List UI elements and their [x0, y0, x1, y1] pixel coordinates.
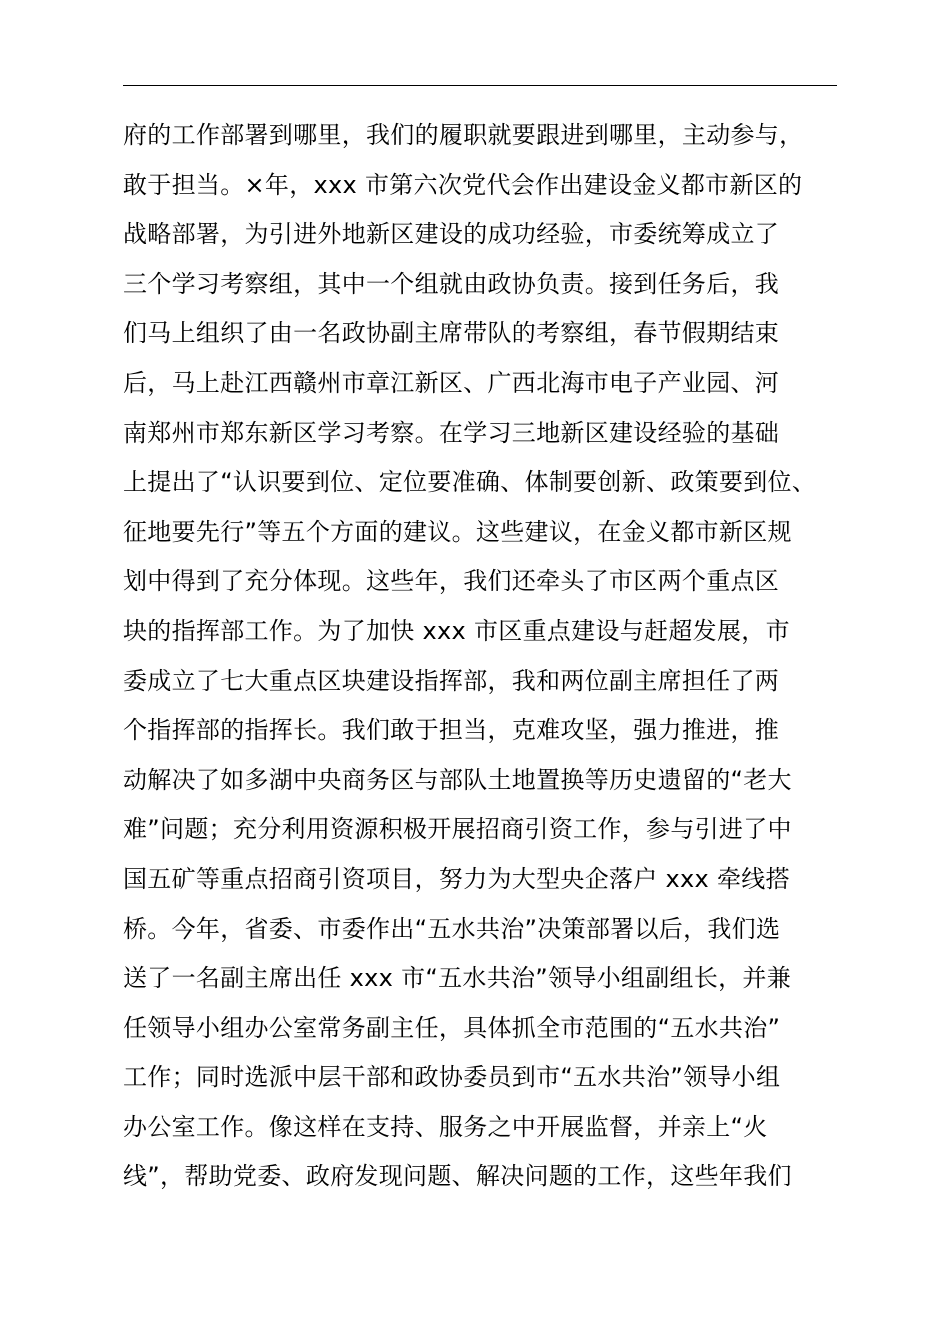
text-line: 动解决了如多湖中央商务区与部队土地置换等历史遗留的“老大 [123, 765, 792, 794]
text-line: 委成立了七大重点区块建设指挥部，我和两位副主席担任了两 [123, 666, 780, 695]
text-line: 块的指挥部工作。为了加快 xxx 市区重点建设与赶超发展，市 [123, 616, 790, 645]
text-line: 国五矿等重点招商引资项目，努力为大型央企落户 xxx 牵线搭 [123, 864, 790, 893]
text-line: 工作；同时选派中层干部和政协委员到市“五水共治”领导小组 [123, 1063, 781, 1092]
text-line: 划中得到了充分体现。这些年，我们还牵头了市区两个重点区 [123, 567, 780, 596]
text-line: 南郑州市郑东新区学习考察。在学习三地新区建设经验的基础 [123, 418, 780, 447]
header-rule [123, 85, 837, 86]
text-line: 桥。今年，省委、市委作出“五水共治”决策部署以后，我们选 [123, 914, 781, 943]
text-line: 府的工作部署到哪里，我们的履职就要跟进到哪里，主动参与， [123, 121, 804, 149]
text-line: 后，马上赴江西赣州市章江新区、广西北海市电子产业园、河 [123, 368, 780, 397]
text-line: 上提出了“认识要到位、定位要准确、体制要创新、政策要到位、 [123, 468, 817, 497]
text-line: 个指挥部的指挥长。我们敢于担当，克难攻坚，强力推进，推 [123, 716, 780, 745]
text-line: 办公室工作。像这样在支持、服务之中开展监督，并亲上“火 [123, 1112, 768, 1141]
text-line: 战略部署，为引进外地新区建设的成功经验，市委统筹成立了 [123, 220, 780, 249]
text-line: 线”，帮助党委、政府发现问题、解决问题的工作，这些年我们 [123, 1162, 792, 1191]
text-line: 敢于担当。×年，xxx 市第六次党代会作出建设金义都市新区的 [123, 170, 803, 199]
text-line: 任领导小组办公室常务副主任，具体抓全市范围的“五水共治” [123, 1013, 781, 1042]
text-line: 征地要先行”等五个方面的建议。这些建议，在金义都市新区规 [123, 517, 792, 546]
text-line: 三个学习考察组，其中一个组就由政协负责。接到任务后，我 [123, 269, 780, 298]
text-line: 难”问题；充分利用资源积极开展招商引资工作，参与引进了中 [123, 815, 792, 844]
text-line: 送了一名副主席出任 xxx 市“五水共治”领导小组副组长，并兼 [123, 964, 792, 993]
text-line: 们马上组织了由一名政协副主席带队的考察组，春节假期结束 [123, 319, 780, 348]
body-paragraph [123, 111, 863, 1202]
